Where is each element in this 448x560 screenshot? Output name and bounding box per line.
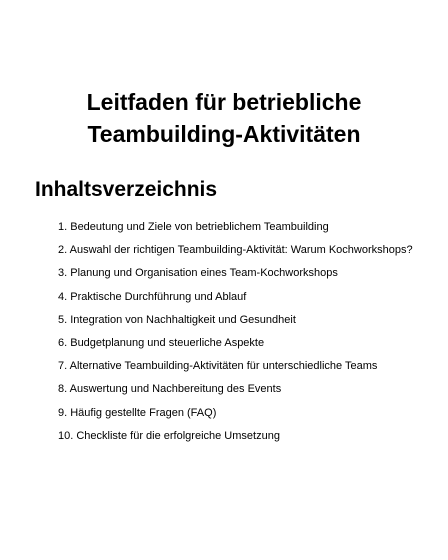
toc-item-6: 6. Budgetplanung und steuerliche Aspekte <box>58 337 265 350</box>
toc-item-9: 9. Häufig gestellte Fragen (FAQ) <box>58 406 217 419</box>
toc-heading: Inhaltsverzeichnis <box>35 178 218 201</box>
toc-item-7: 7. Alternative Teambuilding-Aktivitäten für unterschiedliche Teams <box>58 360 378 373</box>
toc-item-2: 2. Auswahl der richtigen Teambuilding-Aktivität: Warum Kochworkshops? <box>58 244 413 257</box>
document-title-line-1: Leitfaden für betriebliche <box>86 89 362 115</box>
toc-item-10: 10. Checkliste für die erfolgreiche Umsetzung <box>58 429 280 442</box>
toc-item-5: 5. Integration von Nachhaltigkeit und Gesundheit <box>58 313 296 326</box>
toc-item-4: 4. Praktische Durchführung und Ablauf <box>58 290 247 303</box>
table-of-contents <box>58 216 413 448</box>
toc-item-1: 1. Bedeutung und Ziele von betrieblichem Teambuilding <box>58 221 329 233</box>
toc-item-3: 3. Planung und Organisation eines Team-Kochworkshops <box>58 267 338 280</box>
document-title-line-2: Teambuilding-Aktivitäten <box>87 121 361 147</box>
toc-item-8: 8. Auswertung und Nachbereitung des Events <box>58 383 282 396</box>
document-title <box>0 86 448 150</box>
